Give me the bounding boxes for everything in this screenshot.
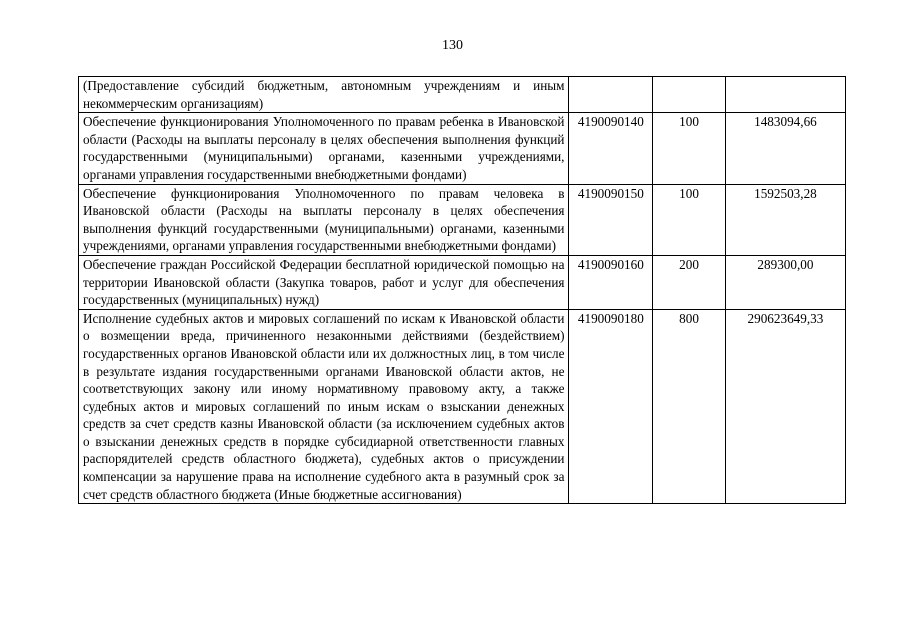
- expense-name-cell: Исполнение судебных актов и мировых соглашений по искам к Ивановской области о возмещении вреда, причиненного незаконными действиями (бездействием) государственных органов Ивановской области или их должностных лиц, в том числе в результате издания государственными органами Ивановской области актов, не соответствующих закону или иному нормативному правовому акту, а также судебных актов и мировых соглашений по иным искам о взыскании денежных средств за счет средств казны Ивановской области (за исключением судебных актов о взыскании денежных средств в порядке субсидиарной ответственности главных распорядителей средств областного бюджета), судебных актов о присуждении компенсации за нарушение права на исполнение судебного акта в разумный срок за счет средств областного бюджета (Иные бюджетные ассигнования): [79, 309, 569, 504]
- expense-name-cell: Обеспечение функционирования Уполномоченного по правам человека в Ивановской области (Расходы на выплаты персоналу в целях обеспечения выполнения функций государственными (муниципальными) органами, казенными учреждениями, органами управления государственными внебюджетными фондами): [79, 184, 569, 255]
- target-code-cell: [569, 77, 653, 113]
- target-code-cell: 4190090160: [569, 255, 653, 309]
- table-row: [79, 309, 846, 504]
- amount-cell: [725, 77, 845, 113]
- expense-type-cell: [653, 77, 726, 113]
- page-number: 130: [442, 38, 463, 53]
- amount-cell: 290623649,33: [725, 309, 845, 504]
- amount-cell: 1592503,28: [725, 184, 845, 255]
- target-code-cell: 4190090150: [569, 184, 653, 255]
- expense-name-cell: Обеспечение граждан Российской Федерации бесплатной юридической помощью на территории Ивановской области (Закупка товаров, работ и услуг для обеспечения государственных (муниципальных) нужд): [79, 255, 569, 309]
- expense-type-cell: 100: [653, 184, 726, 255]
- amount-cell: 1483094,66: [725, 113, 845, 184]
- amount-cell: 289300,00: [725, 255, 845, 309]
- table-row: [79, 77, 846, 113]
- expense-type-cell: 100: [653, 113, 726, 184]
- expense-type-cell: 800: [653, 309, 726, 504]
- expense-name-cell: Обеспечение функционирования Уполномоченного по правам ребенка в Ивановской области (Расходы на выплаты персоналу в целях обеспечения выполнения функций государственными (муниципальными) органами, казенными учреждениями, органами управления государственными внебюджетными фондами): [79, 113, 569, 184]
- table-row: [79, 113, 846, 184]
- table-row: [79, 255, 846, 309]
- target-code-cell: 4190090140: [569, 113, 653, 184]
- target-code-cell: 4190090180: [569, 309, 653, 504]
- budget-table: [78, 76, 846, 504]
- table-row: [79, 184, 846, 255]
- expense-type-cell: 200: [653, 255, 726, 309]
- expense-name-cell: (Предоставление субсидий бюджетным, автономным учреждениям и иным некоммерческим организациям): [79, 77, 569, 113]
